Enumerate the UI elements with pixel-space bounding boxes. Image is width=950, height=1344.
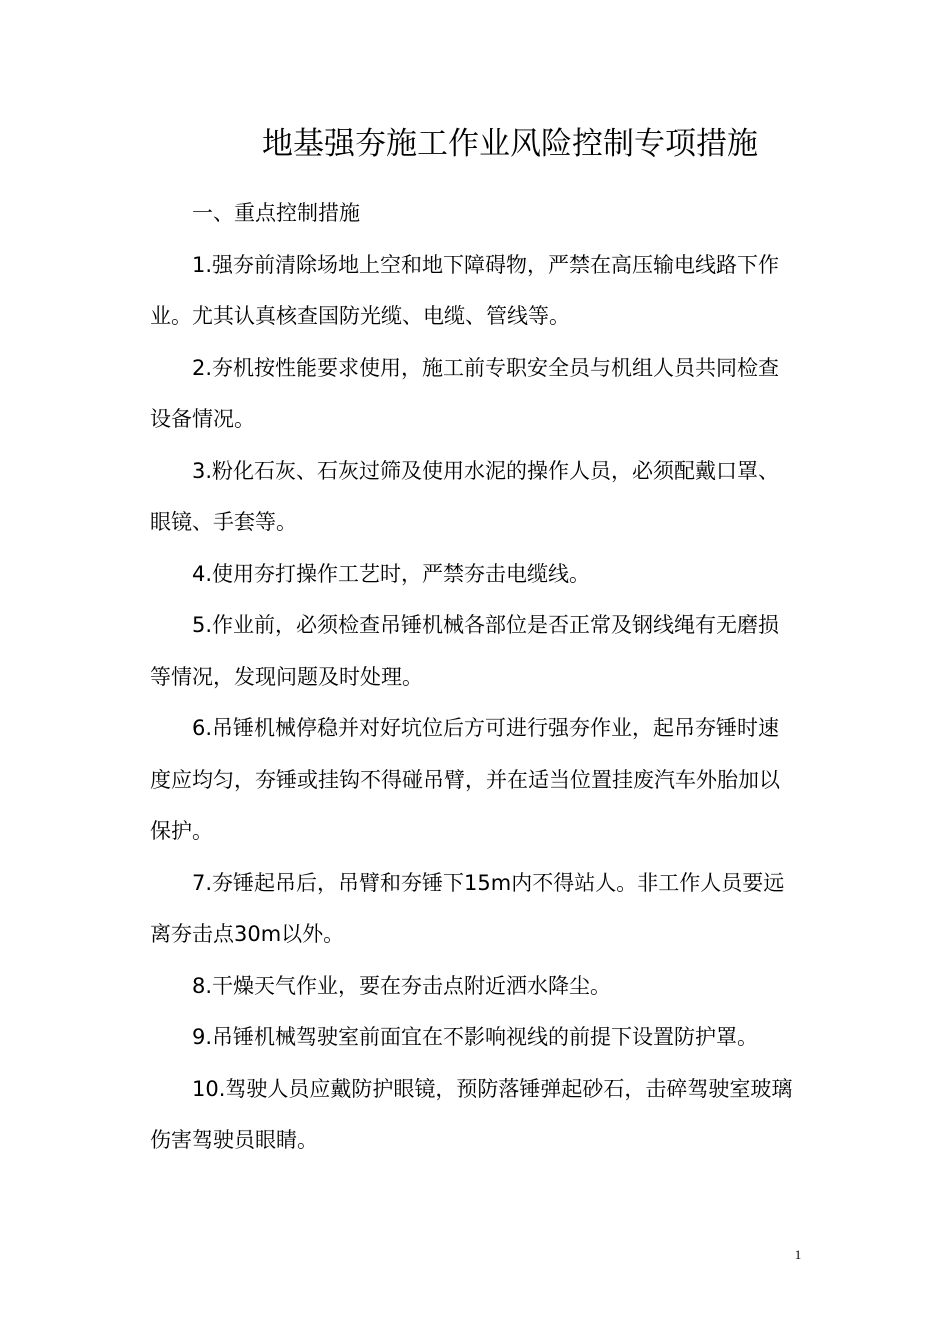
document-body xyxy=(150,188,800,1167)
measure-item-9: 9.吊锤机械驾驶室前面宜在不影响视线的前提下设置防护罩。 xyxy=(192,1025,759,1049)
measure-item-1: 1.强夯前清除场地上空和地下障碍物，严禁在高压输电线路下作业。尤其认真核查国防光缆、电缆、管线等。 xyxy=(150,252,780,328)
measure-item-5: 5.作业前，必须检查吊锤机械各部位是否正常及钢线绳有无磨损等情况，发现问题及时处理。 xyxy=(150,613,780,689)
document-title: 地基强夯施工作业风险控制专项措施 xyxy=(262,126,758,162)
section-heading: 一、重点控制措施 xyxy=(192,201,360,225)
measure-item-8: 8.干燥天气作业，要在夯击点附近洒水降尘。 xyxy=(192,973,612,998)
measure-item-6: 6.吊锤机械停稳并对好坑位后方可进行强夯作业，起吊夯锤时速度应均匀，夯锤或挂钩不得碰吊臂，并在适当位置挂废汽车外胎加以保护。 xyxy=(150,716,780,843)
measure-item-10: 10.驾驶人员应戴防护眼镜，预防落锤弹起砂石，击碎驾驶室玻璃伤害驾驶员眼睛。 xyxy=(150,1076,793,1152)
page-number: 1 xyxy=(794,1247,802,1262)
measure-item-2: 2.夯机按性能要求使用，施工前专职安全员与机组人员共同检查设备情况。 xyxy=(150,355,780,431)
measure-item-4: 4.使用夯打操作工艺时，严禁夯击电缆线。 xyxy=(192,561,591,586)
measure-item-7: 7.夯锤起吊后，吊臂和夯锤下15m内不得站人。非工作人员要远离夯击点30m以外。 xyxy=(150,870,785,946)
measure-item-3: 3.粉化石灰、石灰过筛及使用水泥的操作人员，必须配戴口罩、眼镜、手套等。 xyxy=(150,458,780,534)
